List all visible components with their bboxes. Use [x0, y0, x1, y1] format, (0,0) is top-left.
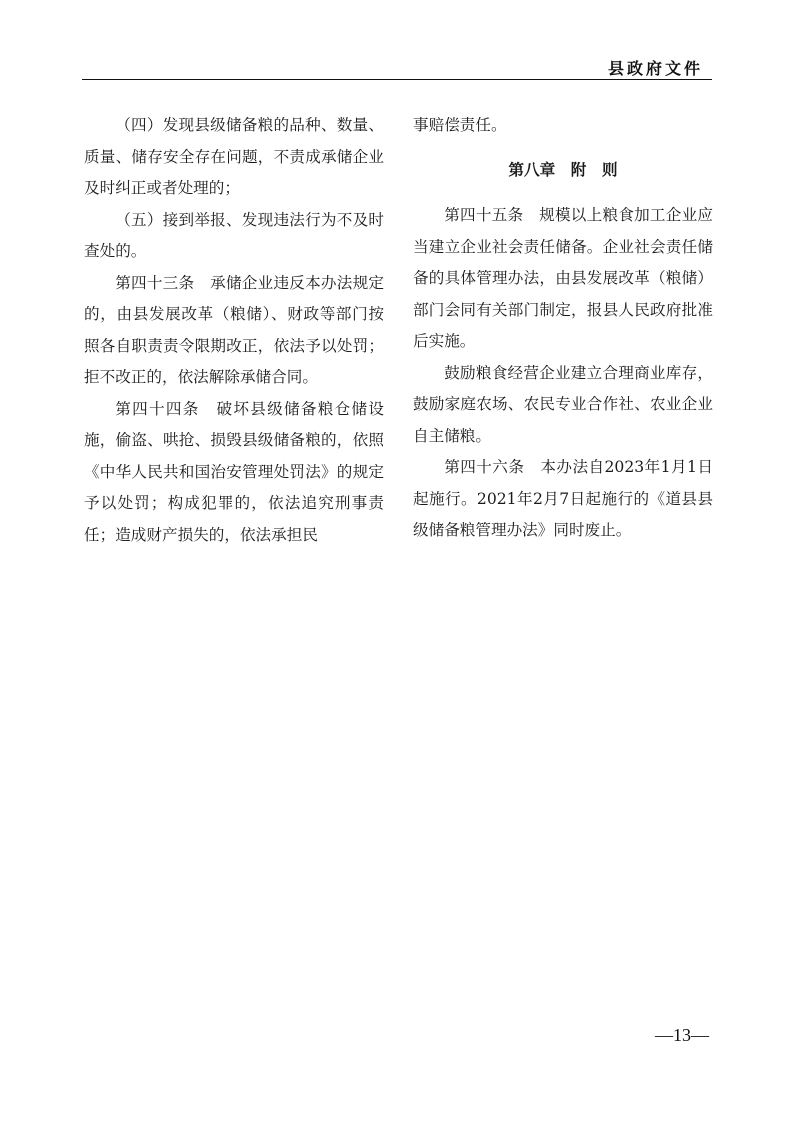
paragraph-article-43: 第四十三条 承储企业违反本办法规定的，由县发展改革（粮储）、财政等部门按照各自职责责令限期改正，依法予以处罚；拒不改正的，依法解除承储合同。: [84, 273, 384, 386]
right-column: [413, 110, 713, 547]
header-title: 县政府文件: [607, 59, 703, 78]
header-divider: [82, 79, 712, 80]
paragraph-item-4: （四）发现县级储备粮的品种、数量、质量、储存安全存在问题，不责成承储企业及时纠正或者处理的；: [84, 116, 384, 197]
paragraph-continuation: 事赔偿责任。: [413, 116, 507, 134]
paragraph-encourage-storage: 鼓励粮食经营企业建立合理商业库存，鼓励家庭农场、农民专业合作社、农业企业自主储粮。: [413, 363, 713, 445]
paragraph-article-44: 第四十四条 破坏县级储备粮仓储设施，偷盗、哄抢、损毁县级储备粮的，依照《中华人民共和国治安管理处罚法》的规定予以处罚；构成犯罪的，依法追究刑事责任；造成财产损失的，依法承担民: [84, 399, 384, 544]
paragraph-article-46: 第四十六条 本办法自2023年1月1日起施行。2021年2月7日起施行的《道县县级储备粮管理办法》同时废止。: [413, 458, 713, 539]
left-column: [84, 110, 384, 551]
paragraph-item-5: （五）接到举报、发现违法行为不及时查处的。: [84, 210, 384, 260]
paragraph-article-45: 第四十五条 规模以上粮食加工企业应当建立企业社会责任储备。企业社会责任储备的具体管理办法，由县发展改革（粮储）部门会同有关部门制定，报县人民政府批准后实施。: [413, 206, 713, 350]
chapter-heading: 第八章 附 则: [508, 160, 618, 179]
page-number: —13—: [655, 1025, 709, 1045]
